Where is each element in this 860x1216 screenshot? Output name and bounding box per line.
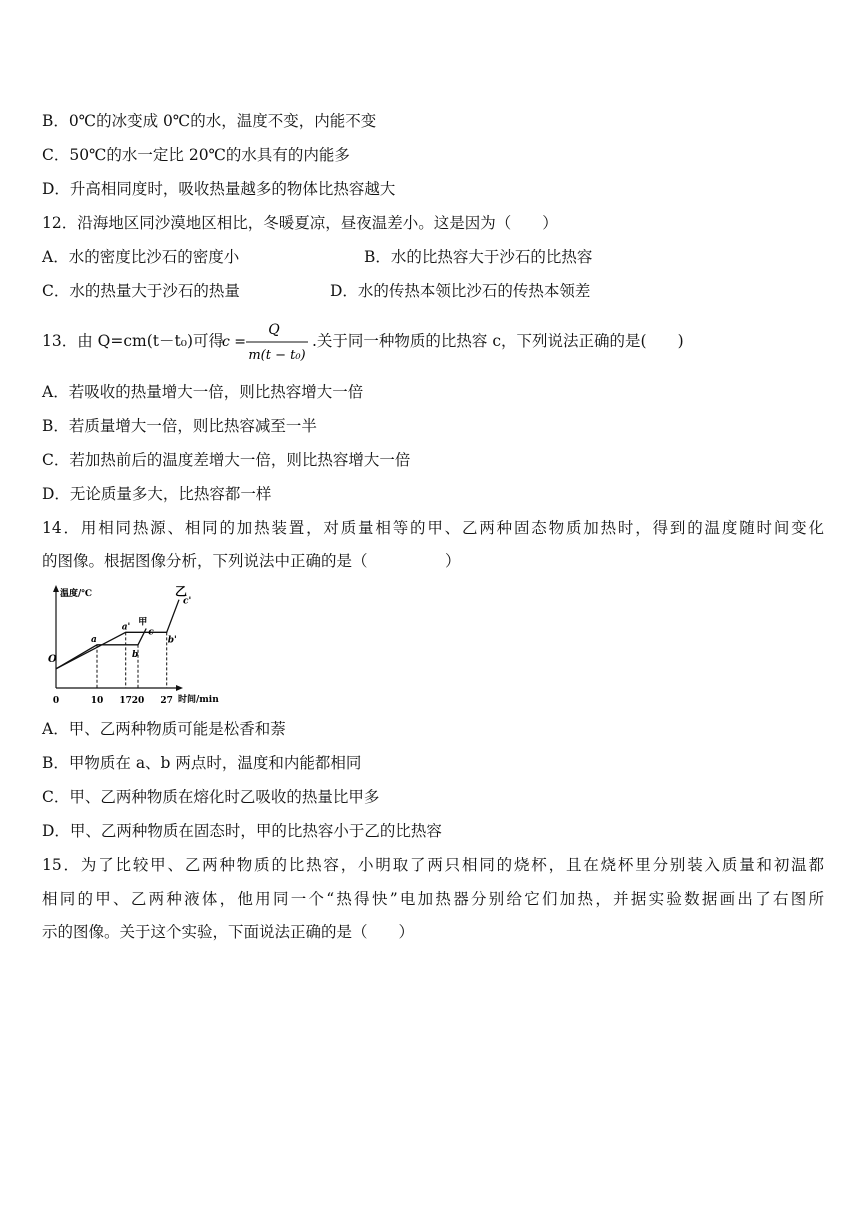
q12-option-d: D．水的传热本领比沙石的传热本领差 bbox=[330, 282, 591, 300]
specific-heat-formula bbox=[222, 316, 312, 364]
q14-option-a: A．甲、乙两种物质可能是松香和萘 bbox=[42, 720, 286, 738]
x-tick-label: 0 bbox=[52, 696, 60, 706]
q15-stem-line3: 示的图像。关于这个实验，下面说法正确的是（ ） bbox=[42, 923, 415, 941]
q11-option-d: D．升高相同度时，吸收热量越多的物体比热容越大 bbox=[42, 180, 396, 198]
q14-option-c: C．甲、乙两种物质在熔化时乙吸收的热量比甲多 bbox=[42, 788, 380, 806]
x-tick-label: 20 bbox=[131, 696, 145, 706]
q13-stem-before: 13．由 Q=cm(t－t₀)可得 bbox=[42, 332, 224, 350]
y-axis-arrow bbox=[53, 585, 59, 592]
temperature-time-graph bbox=[40, 582, 230, 710]
q13-option-d: D．无论质量多大，比热容都一样 bbox=[42, 485, 272, 503]
q11-option-c: C．50℃的水一定比 20℃的水具有的内能多 bbox=[42, 146, 350, 164]
q15-stem-line2: 相同的甲、乙两种液体，他用同一个“热得快”电加热器分别给它们加热，并据实验数据画出了右图所 bbox=[42, 890, 824, 908]
point-label: a bbox=[91, 634, 97, 645]
point-label: c' bbox=[183, 596, 192, 607]
point-label: b' bbox=[167, 635, 177, 646]
q14-stem-line2: 的图像。根据图像分析，下列说法中正确的是（ ） bbox=[42, 552, 461, 570]
q12-option-a: A．水的密度比沙石的密度小 bbox=[42, 248, 240, 266]
formula-denominator: m(t − t₀) bbox=[248, 348, 306, 363]
q13-stem-after: .关于同一种物质的比热容 c，下列说法正确的是( ) bbox=[312, 332, 684, 350]
q13-option-c: C．若加热前后的温度差增大一倍，则比热容增大一倍 bbox=[42, 451, 411, 469]
q15-stem-line1: 15．为了比较甲、乙两种物质的比热容，小明取了两只相同的烧杯，且在烧杯里分别装入质量和初温都 bbox=[42, 856, 824, 874]
origin-label: O bbox=[48, 654, 57, 665]
x-tick-label: 10 bbox=[90, 696, 104, 706]
q13-option-b: B．若质量增大一倍，则比热容减至一半 bbox=[42, 417, 317, 435]
series-line-yi bbox=[56, 600, 179, 669]
series-name: 甲 bbox=[138, 617, 148, 628]
x-axis-label: 时间/min bbox=[178, 695, 219, 705]
q14-option-d: D．甲、乙两种物质在固态时，甲的比热容小于乙的比热容 bbox=[42, 822, 442, 840]
series-line-jia bbox=[56, 628, 146, 668]
point-label: a' bbox=[121, 622, 131, 633]
x-tick-label: 17 bbox=[119, 696, 132, 706]
x-tick-label: 27 bbox=[160, 696, 173, 706]
formula-numerator: Q bbox=[268, 322, 280, 338]
q12-option-b: B．水的比热容大于沙石的比热容 bbox=[364, 248, 593, 266]
q14-option-b: B．甲物质在 a、b 两点时，温度和内能都相同 bbox=[42, 754, 362, 772]
q14-stem-line1: 14．用相同热源、相同的加热装置，对质量相等的甲、乙两种固态物质加热时，得到的温度随时间变化 bbox=[42, 519, 824, 537]
series-name: 乙 bbox=[175, 584, 188, 599]
y-axis-label: 温度/℃ bbox=[60, 589, 93, 599]
q12-stem: 12．沿海地区同沙漠地区相比，冬暖夏凉，昼夜温差小。这是因为（ ） bbox=[42, 214, 558, 232]
q12-option-c: C．水的热量大于沙石的热量 bbox=[42, 282, 240, 300]
point-label: b bbox=[132, 649, 139, 660]
q11-option-b: B．0℃的冰变成 0℃的水，温度不变，内能不变 bbox=[42, 112, 377, 130]
x-axis-arrow bbox=[176, 685, 183, 691]
formula-lhs: c = bbox=[222, 334, 247, 350]
point-label: c bbox=[148, 627, 154, 638]
q13-option-a: A．若吸收的热量增大一倍，则比热容增大一倍 bbox=[42, 383, 364, 401]
